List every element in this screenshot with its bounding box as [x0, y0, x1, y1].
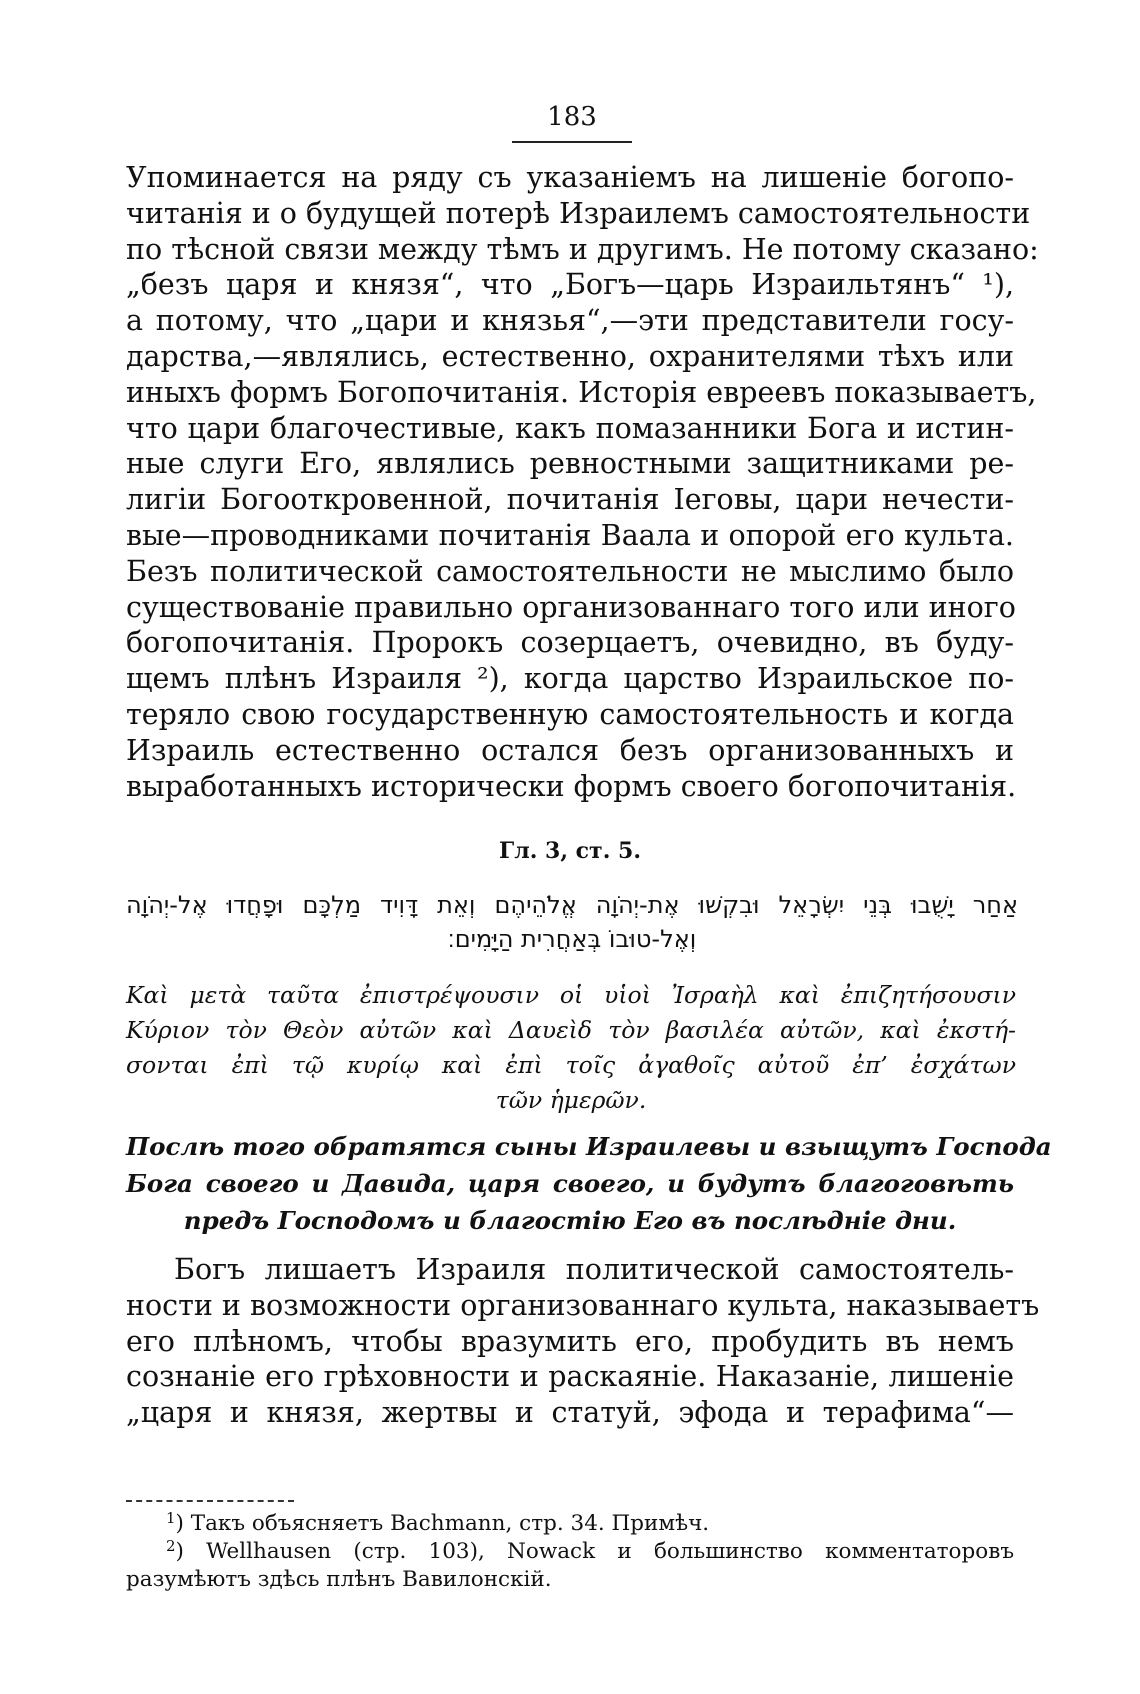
footnote-2: [126, 1538, 1014, 1566]
text-line: дарства,—являлись, естественно, охранителями тѣхъ или: [126, 339, 1014, 373]
text-line: что цари благочестивые, какъ помазанники Бога и истин-: [126, 411, 1014, 445]
main-paragraph: [126, 160, 1039, 804]
text-line: Упоминается на ряду съ указаніемъ на лишеніе богопо-: [126, 161, 1014, 194]
text-line: его плѣномъ, чтобы вразумить его, пробудить въ немъ: [126, 1324, 1014, 1358]
translation-line: Послѣ того обратятся сыны Израилевы и взыщутъ Господа: [126, 1132, 1052, 1161]
text-line: теряло свою государственную самостоятельность и когда: [126, 697, 1014, 731]
footnote-separator: [126, 1500, 294, 1502]
footnote-text: ) Такъ объясняетъ Bachmann, стр. 34. Примѣч.: [175, 1511, 710, 1536]
text-line: щемъ плѣнъ Израиля ²), когда царство Израильское по-: [126, 662, 1014, 696]
chapter-verse-heading: Гл. 3, ст. 5.: [499, 838, 641, 864]
text-line: ные слуги Его, являлись ревностными защитниками ре-: [126, 447, 1014, 481]
text-line: ности и возможности организованнаго культа, наказываетъ: [126, 1288, 1040, 1322]
text-line: существованіе правильно организованнаго того или иного: [126, 590, 1016, 624]
text-line: читанія и о будущей потерѣ Израилемъ самостоятельности: [126, 196, 1031, 230]
footnotes: [126, 1510, 1014, 1594]
greek-verse: [126, 978, 1016, 1118]
text-line: Богъ лишаетъ Израиля политической самостоятель-: [174, 1253, 1014, 1286]
text-line: богопочитанія. Пророкъ созерцаетъ, очевидно, въ буду-: [126, 626, 1014, 660]
hebrew-line: וְאֶל-טוּבוֹ בְּאַחֲרִית הַיָּמִים׃: [447, 925, 697, 953]
translation-line: предъ Господомъ и благостію Его въ послѣдніе дни.: [183, 1206, 957, 1235]
footnote-1: [126, 1510, 1014, 1538]
text-line: вые—проводниками почитанія Ваала и опорой его культа.: [126, 518, 1014, 552]
footnote-marker: 2: [166, 1537, 176, 1555]
hebrew-line: אַחַר יָשֻׁבוּ בְּנֵי יִשְׂרָאֵל וּבִקְשׁוּ אֶת-יְהֹוָה אֱלֹהֵיהֶם וְאֵת דָּוִיד מַלְכָּם וּפָחֲדוּ אֶל-יְהֹוָה: [126, 891, 1018, 919]
footnote-2-continuation: разумѣютъ здѣсь плѣнъ Вавилонскій.: [126, 1567, 552, 1592]
text-line: Безъ политической самостоятельности не мыслимо было: [126, 554, 1014, 588]
text-line: Израиль естественно остался безъ организованныхъ и: [126, 733, 1014, 767]
greek-line: σονται ἐπὶ τῷ κυρίῳ καὶ ἐπὶ τοῖς ἀγαθοῖς αὐτοῦ ἐπ’ ἐσχάτων: [126, 1051, 1016, 1079]
russian-translation: [126, 1128, 1052, 1239]
page-number-underline: [512, 141, 632, 143]
text-line: а потому, что „цари и князья“,—эти представители госу-: [126, 304, 1014, 338]
greek-line: Κύριον τὸν Θεὸν αὐτῶν καὶ Δαυεὶδ τὸν βασιλέα αὐτῶν, καὶ ἐκστή-: [126, 1016, 1016, 1044]
hebrew-verse: [126, 888, 1018, 956]
footnote-text: ) Wellhausen (стр. 103), Nowack и большинство комментаторовъ: [175, 1539, 1014, 1564]
greek-line: Καὶ μετὰ ταῦτα ἐπιστρέψουσιν οἱ υἱοὶ Ἰσραὴλ καὶ ἐπιζητήσουσιν: [126, 981, 1016, 1009]
text-line: „царя и князя, жертвы и статуй, эфода и терафима“—: [126, 1396, 1014, 1430]
text-line: выработанныхъ исторически формъ своего богопочитанія.: [126, 769, 1017, 803]
text-line: „безъ царя и князя“, что „Богъ—царь Израильтянъ“ ¹),: [126, 268, 1014, 302]
page-number: 183: [547, 102, 597, 132]
text-line: лигіи Богооткровенной, почитанія Іеговы, цари нечести-: [126, 483, 1014, 517]
text-line: сознаніе его грѣховности и раскаяніе. Наказаніе, лишеніе: [126, 1360, 1014, 1394]
text-line: по тѣсной связи между тѣмъ и другимъ. Не потому сказано:: [126, 232, 1039, 266]
greek-line: τῶν ἡμερῶν.: [495, 1086, 647, 1114]
text-line: иныхъ формъ Богопочитанія. Исторія евреевъ показываетъ,: [126, 375, 1037, 409]
footnote-marker: 1: [166, 1509, 176, 1527]
second-paragraph: [126, 1252, 1040, 1431]
translation-line: Бога своего и Давида, царя своего, и будутъ благоговѣть: [126, 1169, 1014, 1198]
